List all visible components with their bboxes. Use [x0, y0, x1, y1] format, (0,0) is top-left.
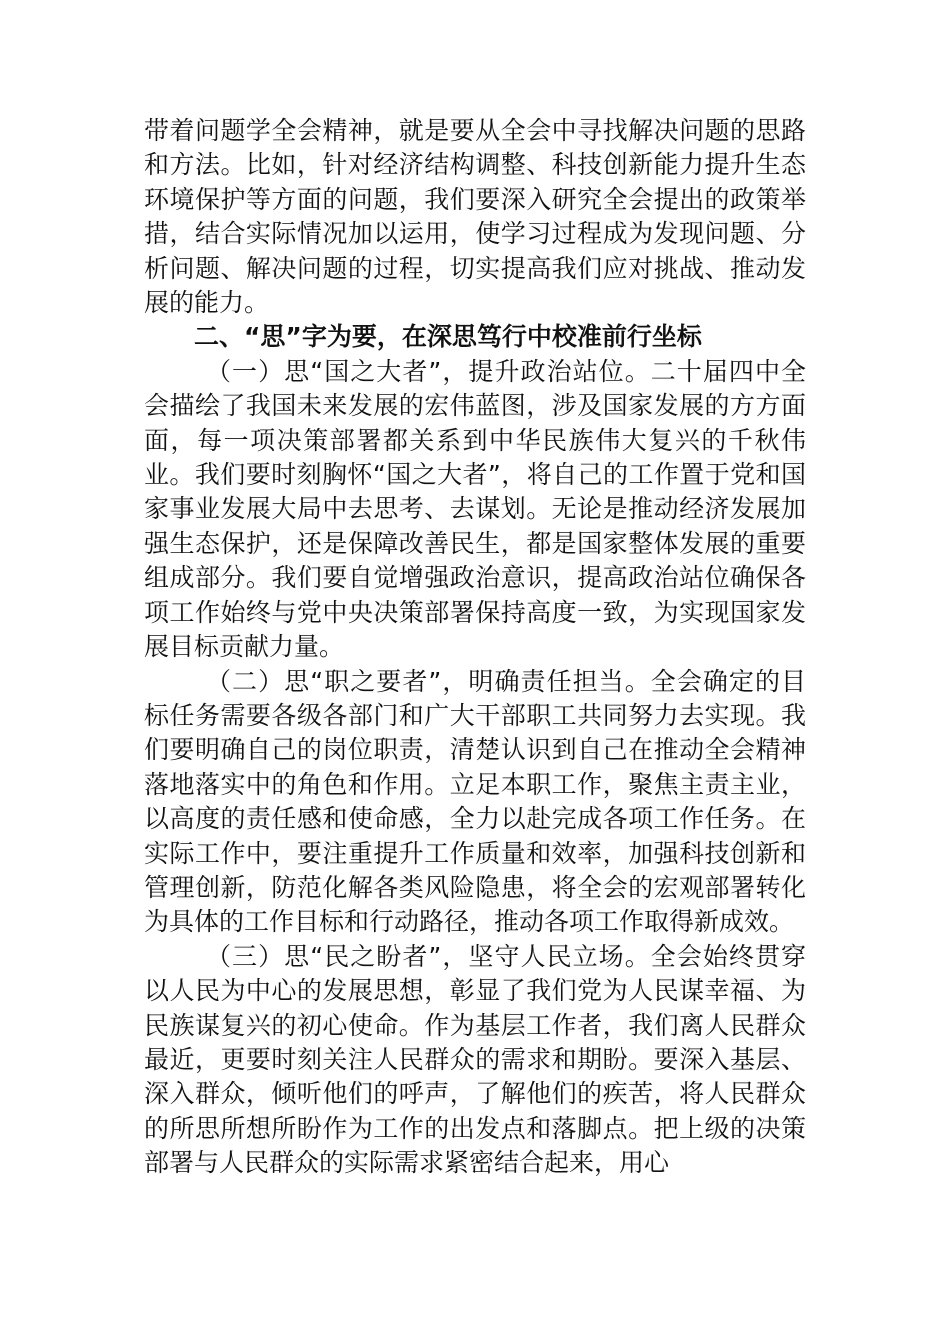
paragraph-people-stance: （三）思“民之盼者”，坚守人民立场。全会始终贯穿以人民为中心的发展思想，彰显了我们党为人民谋幸福、为民族谋复兴的初心使命。作为基层工作者，我们离人民群众最近，更要时刻关注人民群众的需求和期盼。要深入基层、深入群众，倾听他们的呼声，了解他们的疾苦，将人民群众的所思所想所盼作为工作的出发点和落脚点。把上级的决策部署与人民群众的实际需求紧密结合起来，用心	[144, 941, 806, 1178]
section-heading: 二、“思”字为要，在深思笃行中校准前行坐标	[194, 322, 702, 352]
paragraph-continuation: 带着问题学全会精神，就是要从全会中寻找解决问题的思路和方法。比如，针对经济结构调整、科技创新能力提升生态环境保护等方面的问题，我们要深入研究全会提出的政策举措，结合实际情况加以运用，使学习过程成为发现问题、分析问题、解决问题的过程，切实提高我们应对挑战、推动发展的能力。	[144, 116, 806, 318]
paragraph-political-stance: （一）思“国之大者”，提升政治站位。二十届四中全会描绘了我国未来发展的宏伟蓝图，涉及国家发展的方方面面，每一项决策部署都关系到中华民族伟大复兴的千秋伟业。我们要时刻胸怀“国之大者”，将自己的工作置于党和国家事业发展大局中去思考、去谋划。无论是推动经济发展加强生态保护，还是保障改善民生，都是国家整体发展的重要组成部分。我们要自觉增强政治意识，提高政治站位确保各项工作始终与党中央决策部署保持高度一致，为实现国家发展目标贡献力量。	[144, 356, 806, 662]
paragraph-responsibility: （二）思“职之要者”，明确责任担当。全会确定的目标任务需要各级各部门和广大干部职工共同努力去实现。我们要明确自己的岗位职责，清楚认识到自己在推动全会精神落地落实中的角色和作用。立足本职工作，聚焦主责主业，以高度的责任感和使命感，全力以赴完成各项工作任务。在实际工作中，要注重提升工作质量和效率，加强科技创新和管理创新，防范化解各类风险隐患，将全会的宏观部署转化为具体的工作目标和行动路径，推动各项工作取得新成效。	[144, 666, 806, 937]
document-body	[144, 114, 806, 1181]
